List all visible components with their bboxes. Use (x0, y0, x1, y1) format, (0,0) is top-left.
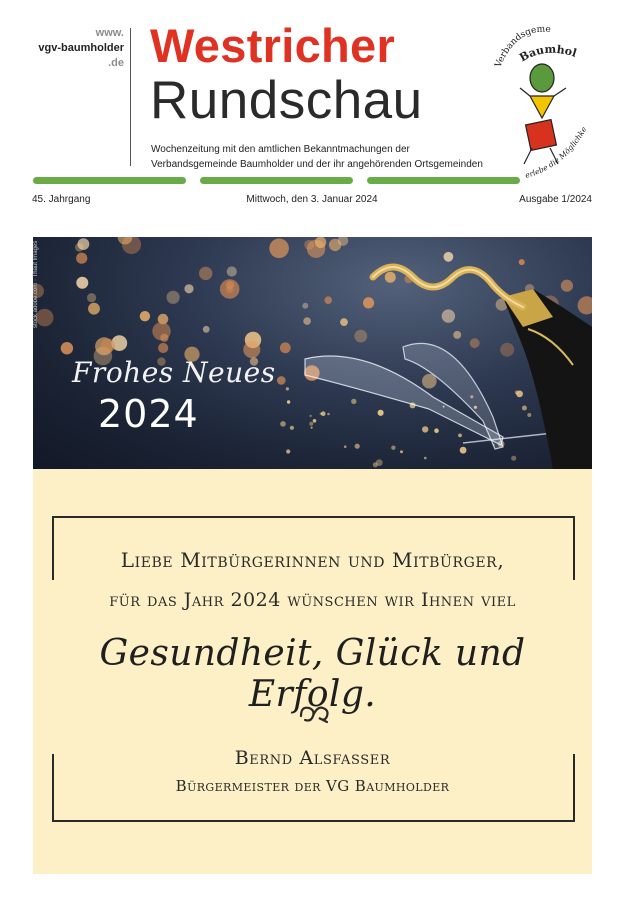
bokeh-light (355, 444, 360, 449)
bokeh-light (311, 427, 313, 429)
logo-graphic (486, 18, 598, 188)
card-wish-script: Gesundheit, Glück und Erfolg. (99, 633, 526, 715)
bokeh-light (280, 342, 291, 353)
issue-date: Mittwoch, den 3. Januar 2024 (246, 194, 378, 205)
logo-slogan-text: erlebe die Möglichke (524, 125, 589, 180)
bokeh-light (140, 311, 150, 321)
bokeh-light (511, 456, 516, 461)
bokeh-light (329, 239, 341, 251)
url-tld: .de (108, 57, 124, 69)
newspaper-title-line2: Rundschau (150, 71, 423, 130)
bokeh-light (286, 449, 290, 453)
bokeh-light (561, 280, 573, 292)
bokeh-light (351, 399, 356, 404)
bokeh-light (88, 303, 100, 315)
bokeh-light (519, 259, 525, 265)
bokeh-light (287, 400, 290, 403)
bokeh-light (302, 303, 308, 309)
bokeh-light (376, 459, 383, 466)
bokeh-light (422, 426, 428, 432)
green-bar-3 (367, 177, 520, 184)
bokeh-light (444, 252, 454, 262)
champagne-glass-icon (305, 343, 553, 449)
bokeh-light (75, 243, 84, 252)
bokeh-light (344, 445, 347, 448)
url-domain: vgv-baumholder (38, 42, 124, 54)
bokeh-light (522, 406, 527, 411)
ornament-icon (297, 702, 331, 724)
photo-credit: stock.adobe.com · Thaut Images (33, 240, 39, 328)
signature-name: Bernd Alsfasser (234, 747, 391, 769)
photo-greeting-year: 2024 (98, 392, 199, 436)
champagne-bottle-icon (503, 289, 592, 469)
bokeh-light (363, 297, 374, 308)
green-bar-1 (33, 177, 186, 184)
bokeh-light (152, 322, 170, 340)
masthead-divider (130, 28, 131, 166)
bokeh-light (434, 428, 439, 433)
bokeh-light (304, 240, 314, 250)
bokeh-light (313, 419, 317, 423)
bokeh-light (220, 279, 240, 299)
bokeh-light (61, 342, 73, 354)
bokeh-light (516, 391, 523, 398)
bokeh-light (280, 421, 286, 427)
bokeh-light (460, 447, 467, 454)
bokeh-light (269, 239, 289, 259)
bokeh-light (101, 339, 115, 353)
bokeh-light (453, 331, 461, 339)
website-url[interactable] (30, 26, 124, 71)
bokeh-light (76, 253, 87, 264)
bokeh-light (315, 237, 326, 248)
bokeh-light (340, 318, 348, 326)
bokeh-light (87, 293, 96, 302)
bokeh-light (199, 267, 212, 280)
bokeh-light (500, 343, 514, 357)
green-bar-2 (200, 177, 353, 184)
newspaper-subtitle (151, 142, 511, 172)
logo-arc-text: Verbandsgeme (493, 24, 552, 70)
bokeh-light (391, 446, 395, 450)
bokeh-light (324, 296, 332, 304)
bokeh-light (309, 415, 311, 417)
bokeh-light (158, 343, 168, 353)
issue-info-line (32, 194, 592, 208)
bokeh-light (458, 434, 462, 438)
newspaper-title-line1: Westricher (150, 19, 396, 72)
bokeh-light (290, 426, 294, 430)
bokeh-light (354, 330, 367, 343)
bokeh-light (227, 266, 237, 276)
bokeh-light (470, 338, 480, 348)
vg-baumholder-logo (486, 18, 598, 188)
bokeh-light (321, 411, 326, 416)
issue-volume: 45. Jahrgang (32, 194, 91, 205)
bokeh-light (400, 450, 403, 453)
photo-greeting-script: Frohes Neues (72, 356, 276, 389)
bokeh-light (167, 291, 180, 304)
bokeh-light (442, 309, 455, 322)
bokeh-light (378, 410, 384, 416)
subtitle-line2: Verbandsgemeinde Baumholder und der ihr angehörenden Ortsgemeinden (151, 159, 483, 170)
masthead-green-bars (33, 177, 521, 184)
bokeh-light (184, 284, 193, 293)
bokeh-light (424, 457, 427, 460)
signature-title: Bürgermeister der VG Baumholder (175, 777, 450, 795)
bokeh-light (286, 387, 289, 390)
url-prefix: www. (95, 27, 124, 39)
bokeh-light (303, 317, 311, 325)
bokeh-light (422, 374, 437, 389)
bokeh-light (76, 277, 88, 289)
bokeh-light (277, 376, 286, 385)
bokeh-light (385, 272, 396, 283)
card-salutation: Liebe Mitbürgerinnen und Mitbürger, (120, 548, 505, 572)
bokeh-light (203, 326, 210, 333)
bokeh-light (578, 296, 592, 314)
bokeh-light (309, 422, 313, 426)
card-wish-intro: für das Jahr 2024 wünschen wir Ihnen viel (109, 589, 516, 611)
bokeh-light (527, 413, 531, 417)
logo-name-text: Baumhol (517, 42, 579, 65)
issue-number: Ausgabe 1/2024 (519, 194, 592, 205)
subtitle-line1: Wochenzeitung mit den amtlichen Bekanntmachungen der (151, 144, 410, 155)
bokeh-light (327, 413, 330, 416)
